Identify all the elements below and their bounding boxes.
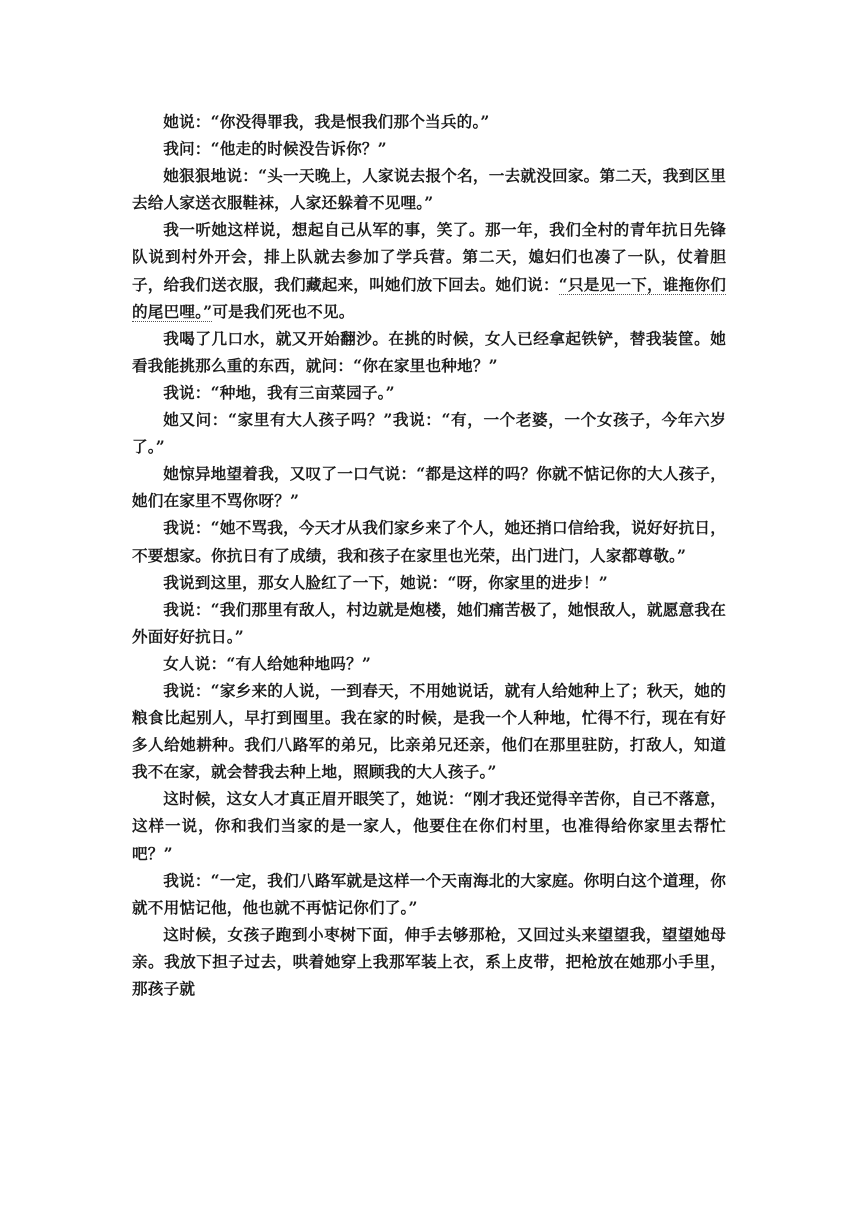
paragraph: 我说：“我们那里有敌人，村边就是炮楼，她们痛苦极了，她恨敌人，就愿意我在外面好好抗日。” — [132, 599, 726, 646]
paragraph: 我说：“种地，我有三亩菜园子。” — [163, 382, 395, 402]
paragraph: 女人说：“有人给她种地吗？” — [163, 653, 372, 673]
paragraph: 我问：“他走的时候没告诉你？” — [163, 139, 387, 159]
paragraph: 她又问：“家里有大人孩子吗？”我说：“有，一个老婆，一个女孩子，今年六岁了。” — [132, 410, 726, 457]
paragraph: 我说：“一定，我们八路军就是这样一个天南海北的大家庭。你明白这个道理，你就不用惦记他，他也就不再惦记你们了。” — [132, 870, 726, 917]
paragraph: 我说：“她不骂我，今天才从我们家乡来了个人，她还捎口信给我，说好好抗日，不要想家。你抗日有了成绩，我和孩子在家里也光荣，出门进门，人家都尊敬。” — [132, 518, 726, 565]
paragraph: 我喝了几口水，就又开始翻沙。在挑的时候，女人已经拿起铁铲，替我装筐。她看我能挑那么重的东西，就问：“你在家里也种地？” — [132, 328, 726, 375]
paragraph: 她惊异地望着我，又叹了一口气说：“都是这样的吗？你就不惦记你的大人孩子，她们在家里不骂你呀？” — [132, 464, 726, 511]
paragraph: 她狠狠地说：“头一天晚上，人家说去报个名，一去就没回家。第二天，我到区里去给人家送衣服鞋袜，人家还躲着不见哩。” — [132, 166, 726, 213]
paragraph: 她说：“你没得罪我，我是恨我们那个当兵的。” — [163, 112, 490, 131]
paragraph: 我说：“家乡来的人说，一到春天，不用她说话，就有人给她种上了；秋天，她的粮食比起别人，早打到囤里。我在家的时候，是我一个人种地，忙得不行，现在有好多人给她耕种。我们八路军的弟兄，比亲弟兄还亲，他们在那里驻防，打敌人，知道我不在家，就会替我去种上地，照顾我的大人孩子。” — [132, 680, 726, 782]
underlined-quote: “只是见一下，谁拖你们的尾巴哩。” — [132, 274, 726, 321]
paragraph: 这时候，这女人才真正眉开眼笑了，她说：“刚才我还觉得辛苦你，自己不落意，这样一说，你和我们当家的是一家人，他要住在你们村里，也准得给你家里去帮忙吧？” — [132, 789, 726, 863]
paragraph-tail: 可是我们死也不见。 — [212, 301, 355, 321]
story-text — [132, 108, 726, 1002]
paragraph — [132, 216, 726, 324]
paragraph: 我说到这里，那女人脸红了一下，她说：“呀，你家里的进步！” — [163, 572, 608, 592]
paragraph-text: 我一听她这样说，想起自己从军的事，笑了。那一年，我们全村的青年抗日先锋队说到村外开会，排上队就去参加了学兵营。第二天，媳妇们也凑了一队，仗着胆子，给我们送衣服，我们藏起来，叫她们放下回去。她们说： — [132, 220, 726, 294]
paragraph: 这时候，女孩子跑到小枣树下面，伸手去够那枪，又回过头来望望我，望望她母亲。我放下担子过去，哄着她穿上我那军装上衣，系上皮带，把枪放在她那小手里，那孩子就 — [132, 924, 726, 998]
